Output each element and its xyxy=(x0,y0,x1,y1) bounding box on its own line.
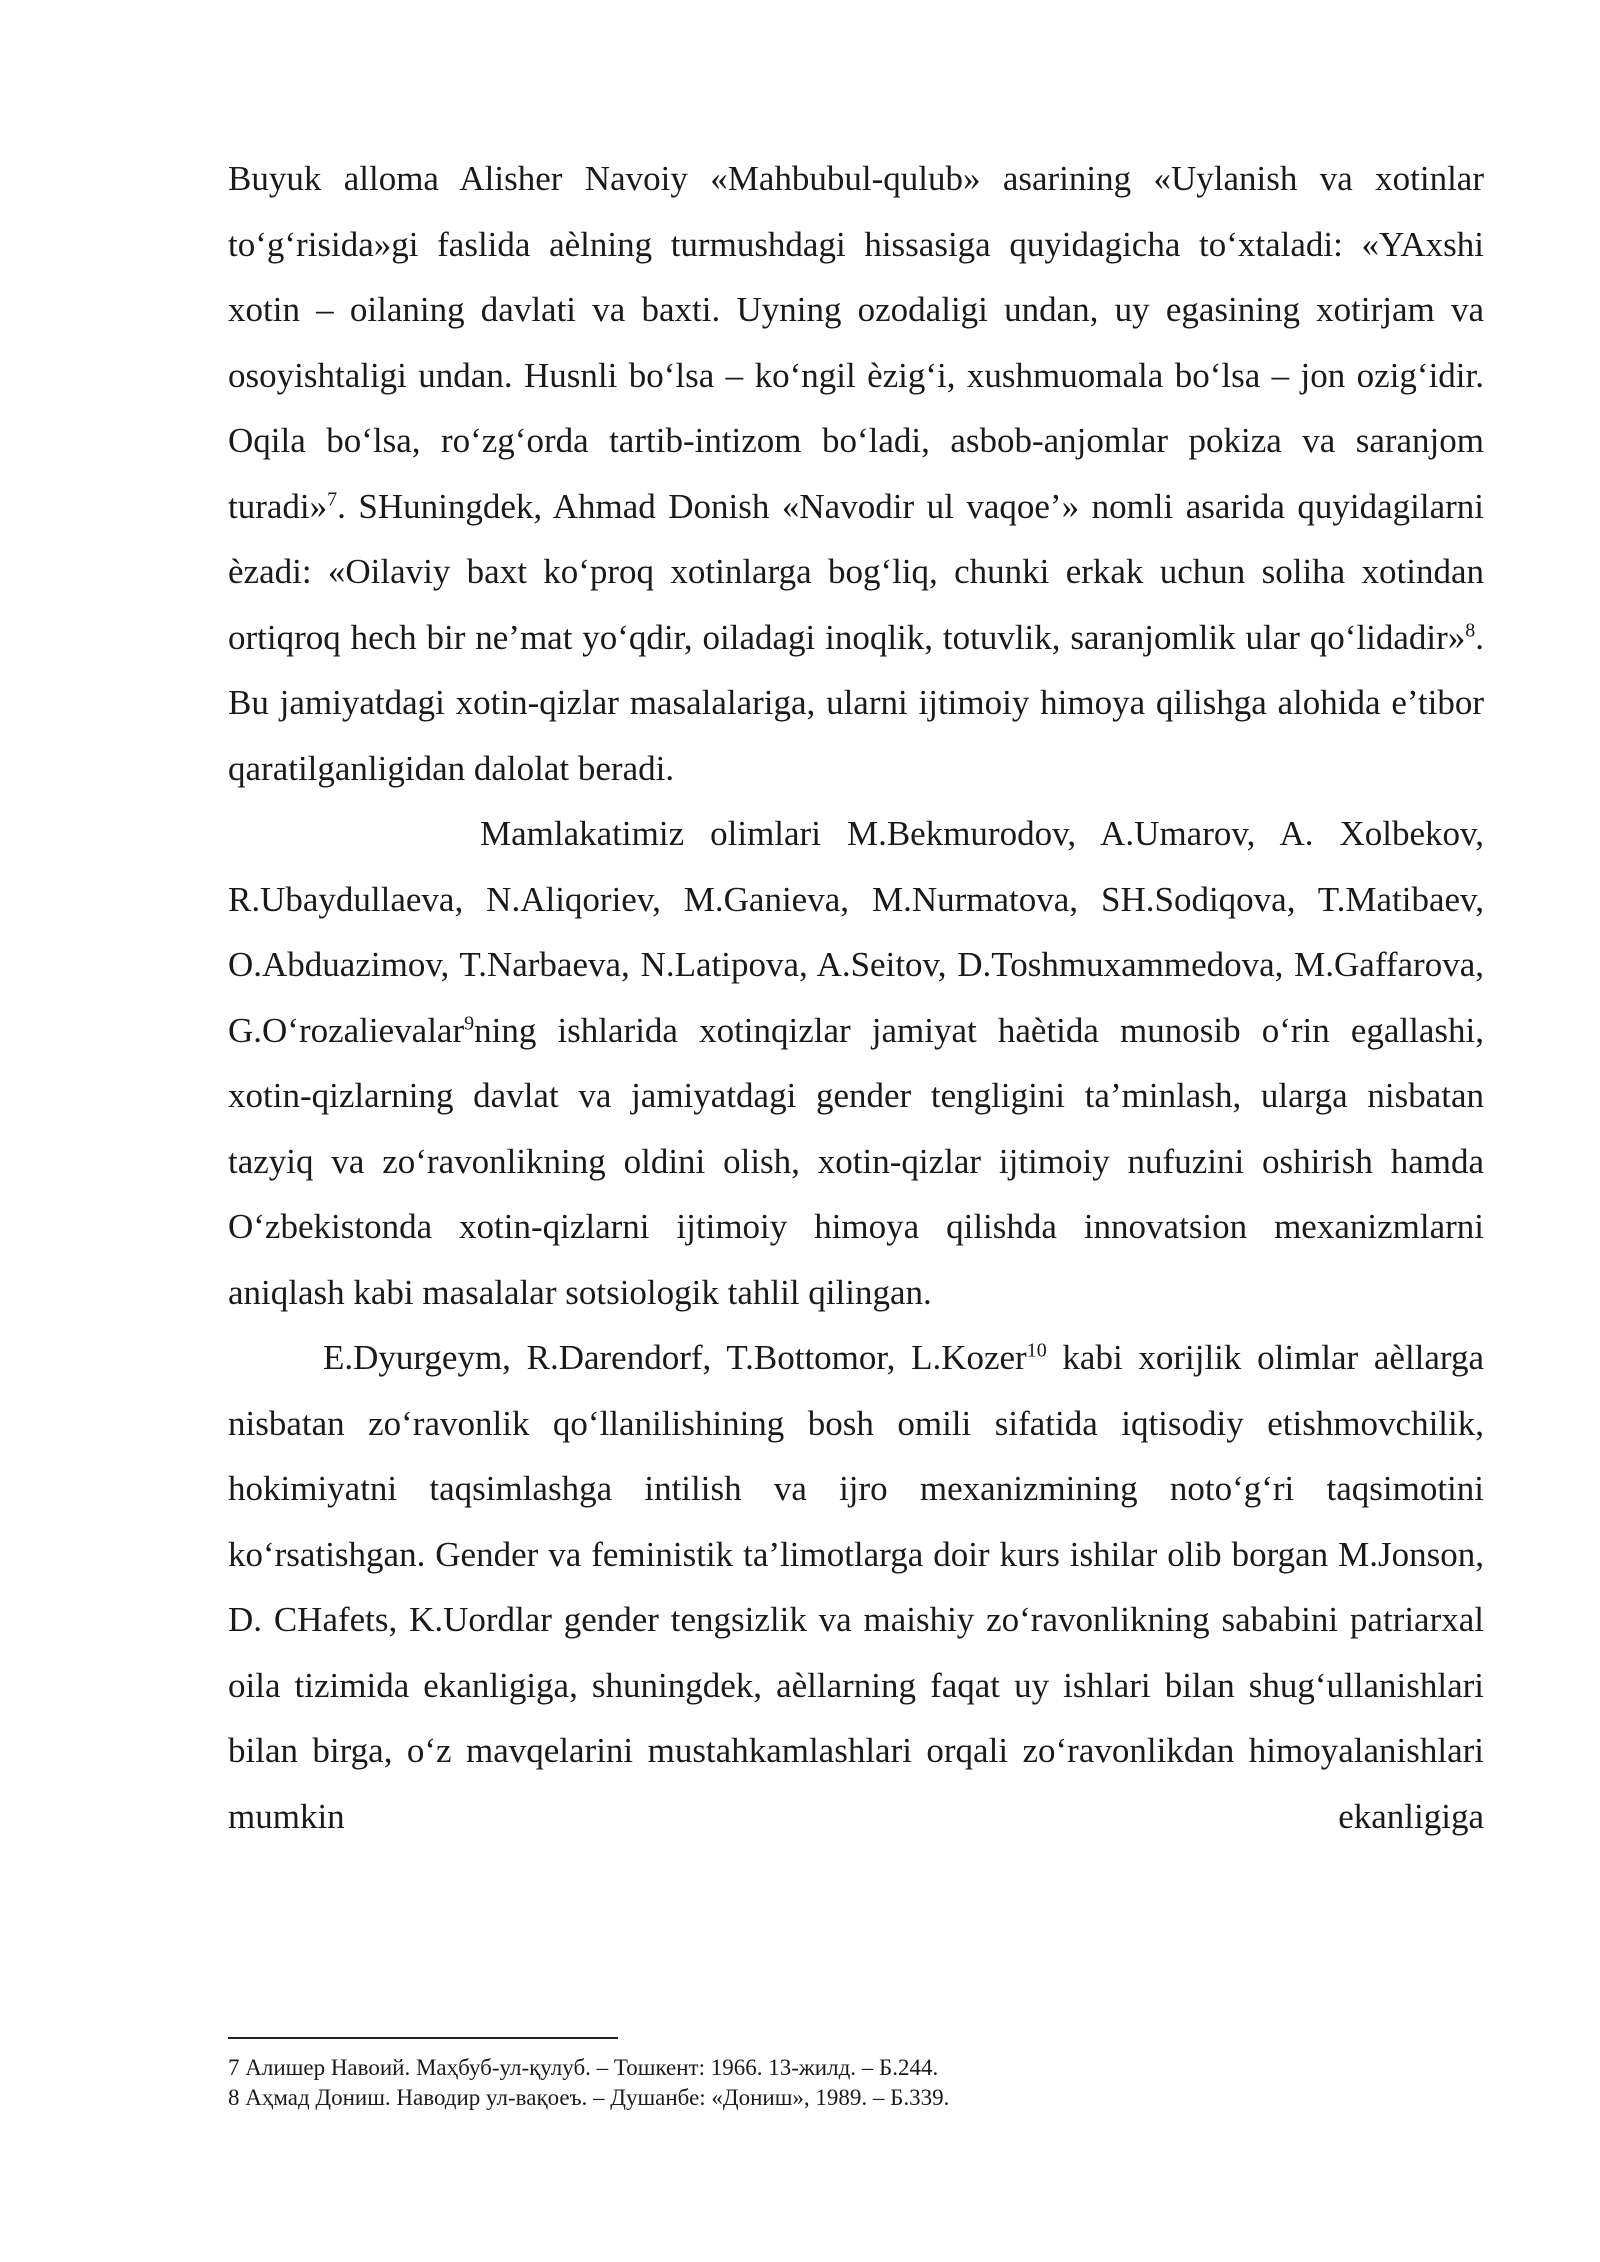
paragraph-text: ning ishlarida xotinqizlar jamiyat haètida munosib o‘rin egallashi, xotin-qizlarning davlat va jamiyatdagi gender tengligini ta’minlash, ularga nisbatan tazyiq va zo‘ravonlikning oldini olish, xotin-qizlar ijtimoiy nufuzini oshirish hamda O‘zbekistonda xotin-qizlarni ijtimoiy himoya qilishda innovatsion mexanizmlarni aniqlash kabi masalalar sotsiologik tahlil qilingan. xyxy=(228,1010,1484,1312)
paragraph-text: kabi xorijlik olimlar aèllarga nisbatan zo‘ravonlik qo‘llanilishining bosh omili sifatida iqtisodiy etishmovchilik, hokimiyatni taqsimlashga intilish va ijro mexanizmining noto‘g‘ri taqsimotini ko‘rsatishgan. Gender va feministik ta’limotlarga doir kurs ishilar olib borgan M.Jonson, D. CHafets, K.Uordlar gender tengsizlik va maishiy zo‘ravonlikning sababini patriarxal oila tizimida ekanligiga, shuningdek, aèllarning faqat uy ishlari bilan shug‘ullanishlari bilan birga, o‘z mavqelarini mustahkamlashlari orqali zo‘ravonlikdan himoyalanishlari mumkin ekanligiga xyxy=(228,1338,1484,1836)
paragraph-text: Mamlakatimiz olimlari M.Bekmurodov, A.Umarov, A. Xolbekov, R.Ubaydullaeva, N.Aliqoriev, M.Ganieva, M.Nurmatova, SH.Sodiqova, T.Matibaev, O.Abduazimov, T.Narbaeva, N.Latipova, A.Seitov, D.Toshmuxammedova, M.Gaffarova, G.O‘rozalievalar xyxy=(228,814,1484,1050)
paragraph-local-scholars xyxy=(228,801,1484,1325)
footnote-ref-10[interactable]: 10 xyxy=(1026,1339,1047,1362)
footnote-ref-8[interactable]: 8 xyxy=(1465,618,1476,641)
footnote-separator xyxy=(228,2037,618,2039)
footnote-7: 7 Алишер Навоий. Маҳбуб-ул-қулуб. – Тошкент: 1966. 13-жилд. – Б.244. xyxy=(228,2055,939,2080)
paragraph-navoiy xyxy=(228,146,1484,801)
document-body xyxy=(228,146,1484,1849)
footnotes xyxy=(228,2053,1484,2113)
paragraph-text: E.Dyurgeym, R.Darendorf, T.Bottomor, L.Kozer xyxy=(323,1338,1027,1377)
paragraph-text: Buyuk alloma Alisher Navoiy «Mahbubul-qulub» asarining «Uylanish va xotinlar to‘g‘risida»gi faslida aèlning turmushdagi hissasiga quyidagicha to‘xtaladi: «YAxshi xotin – oilaning davlati va baxti. Uyning ozodaligi undan, uy egasining xotirjam va osoyishtaligi undan. Husnli bo‘lsa – ko‘ngil èzig‘i, xushmuomala bo‘lsa – jon ozig‘idir. Oqila bo‘lsa, ro‘zg‘orda tartib-intizom bo‘ladi, asbob-anjomlar pokiza va saranjom turadi» xyxy=(228,159,1484,526)
paragraph-text: . SHuningdek, Ahmad Donish «Navodir ul vaqoe’» nomli asarida quyidagilarni èzadi: «Oilaviy baxt ko‘proq xotinlarga bog‘liq, chunki erkak uchun soliha xotindan ortiqroq hech bir ne’mat yo‘qdir, oiladagi inoqlik, totuvlik, saranjomlik ular qo‘lidadir» xyxy=(228,486,1484,657)
paragraph-foreign-scholars xyxy=(228,1325,1484,1849)
paragraph-text: . Bu jamiyatdagi xotin-qizlar masalalariga, ularni ijtimoiy himoya qilishga alohida e’tibor qaratilganligidan dalolat beradi. xyxy=(228,617,1484,788)
footnote-ref-9[interactable]: 9 xyxy=(464,1011,475,1034)
footnote-8: 8 Аҳмад Дониш. Наводир ул-вақоеъ. – Душанбе: «Дониш», 1989. – Б.339. xyxy=(228,2085,950,2110)
footnote-ref-7[interactable]: 7 xyxy=(327,487,338,510)
